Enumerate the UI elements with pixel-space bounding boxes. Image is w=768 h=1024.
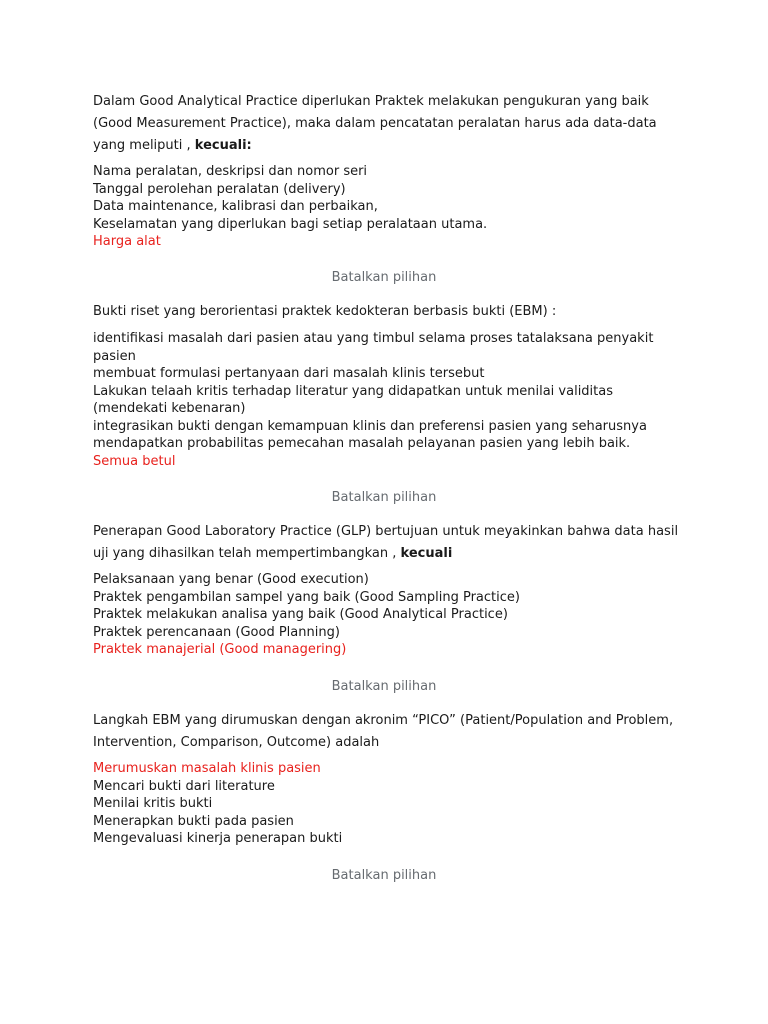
answer-option-selected[interactable]: Harga alat: [93, 234, 161, 249]
answer-option[interactable]: Nama peralatan, deskripsi dan nomor seri: [93, 164, 368, 179]
question-2-stem: [93, 303, 733, 320]
question-stem-line: (Good Measurement Practice), maka dalam pencatatan peralatan harus ada data-data: [93, 116, 657, 131]
answer-option[interactable]: Menilai kritis bukti: [93, 796, 213, 811]
answer-option-selected[interactable]: Merumuskan masalah klinis pasien: [93, 761, 321, 776]
question-2: [93, 303, 733, 470]
question-stem-emphasis: kecuali:: [194, 138, 252, 153]
cancel-selection-link[interactable]: Batalkan pilihan: [331, 679, 437, 694]
question-3-options: [93, 571, 733, 659]
question-4-stem: [93, 710, 733, 754]
question-stem-line: Langkah EBM yang dirumuskan dengan akronim “PICO” (Patient/Population and Problem,: [93, 713, 674, 728]
question-stem-emphasis: kecuali: [400, 546, 453, 561]
answer-option[interactable]: Pelaksanaan yang benar (Good execution): [93, 572, 369, 587]
question-1-options: [93, 163, 733, 251]
cancel-selection-link[interactable]: Batalkan pilihan: [331, 868, 437, 883]
question-1-stem: [93, 91, 733, 157]
question-3-stem: [93, 521, 733, 565]
answer-option[interactable]: identifikasi masalah dari pasien atau yang timbul selama proses tatalaksana penyakit: [93, 331, 654, 346]
answer-option[interactable]: integrasikan bukti dengan kemampuan klinis dan preferensi pasien yang seharusnya: [93, 418, 647, 434]
question-stem-line: [93, 543, 733, 565]
answer-option[interactable]: Praktek pengambilan sampel yang baik (Good Sampling Practice): [93, 589, 520, 605]
answer-option-selected[interactable]: Praktek manajerial (Good managering): [93, 642, 347, 657]
answer-option[interactable]: Praktek perencanaan (Good Planning): [93, 624, 340, 640]
answer-option[interactable]: Mengevaluasi kinerja penerapan bukti: [93, 831, 343, 846]
cancel-selection-link[interactable]: Batalkan pilihan: [331, 490, 437, 505]
answer-option[interactable]: Tanggal perolehan peralatan (delivery): [93, 181, 346, 197]
question-4: [93, 710, 733, 848]
answer-option[interactable]: Mencari bukti dari literature: [93, 778, 275, 794]
question-stem-line: Dalam Good Analytical Practice diperlukan Praktek melakukan pengukuran yang baik: [93, 94, 649, 109]
answer-option[interactable]: mendapatkan probabilitas pemecahan masalah pelayanan pasien yang lebih baik.: [93, 436, 631, 451]
cancel-selection-link[interactable]: Batalkan pilihan: [331, 270, 437, 285]
question-stem-line: Intervention, Comparison, Outcome) adalah: [93, 735, 380, 750]
question-3: [93, 521, 733, 659]
answer-option[interactable]: Praktek melakukan analisa yang baik (Good Analytical Practice): [93, 607, 508, 622]
question-2-options: [93, 330, 733, 470]
answer-option[interactable]: (mendekati kebenaran): [93, 401, 246, 416]
question-1: [93, 91, 733, 251]
answer-option[interactable]: Lakukan telaah kritis terhadap literatur yang didapatkan untuk menilai validitas: [93, 383, 613, 399]
answer-option-selected[interactable]: Semua betul: [93, 453, 176, 469]
answer-option[interactable]: membuat formulasi pertanyaan dari masalah klinis tersebut: [93, 366, 485, 381]
question-4-options: [93, 760, 733, 848]
question-stem-text: uji yang dihasilkan telah mempertimbangkan ,: [93, 546, 397, 561]
question-stem-line: Penerapan Good Laboratory Practice (GLP) bertujuan untuk meyakinkan bahwa data hasil: [93, 524, 679, 539]
answer-option[interactable]: Keselamatan yang diperlukan bagi setiap peralataan utama.: [93, 216, 488, 232]
answer-option[interactable]: Menerapkan bukti pada pasien: [93, 813, 294, 829]
question-stem-line: Bukti riset yang berorientasi praktek kedokteran berbasis bukti (EBM) :: [93, 304, 557, 319]
answer-option[interactable]: Data maintenance, kalibrasi dan perbaikan,: [93, 199, 378, 214]
question-stem-text: yang meliputi ,: [93, 138, 191, 153]
answer-option[interactable]: pasien: [93, 348, 136, 364]
question-stem-line: [93, 135, 733, 157]
